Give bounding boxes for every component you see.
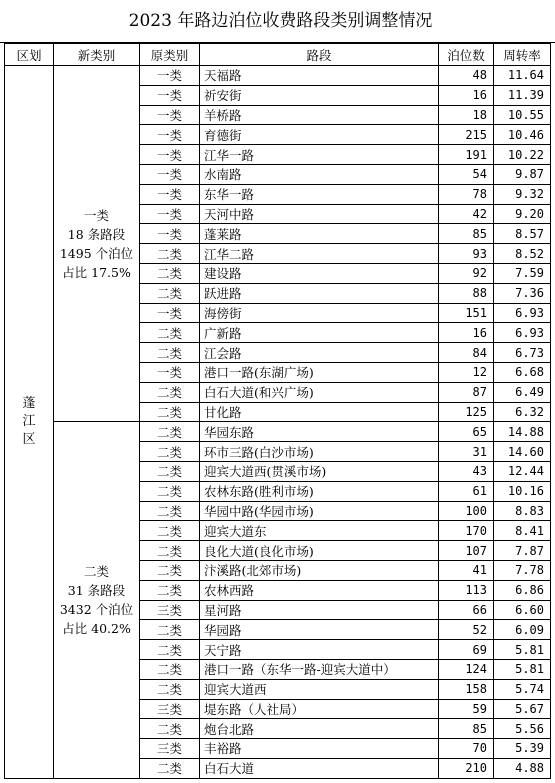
spots-cell: 69: [439, 640, 494, 660]
road-cell: 江会路: [200, 343, 439, 363]
new-category-line: 二类: [83, 564, 109, 580]
spots-cell: 54: [439, 164, 494, 184]
turnover-cell: 5.81: [494, 659, 551, 679]
road-cell: 甘化路: [200, 402, 439, 422]
turnover-cell: 10.46: [494, 125, 551, 145]
district-char: 蓬: [22, 395, 36, 411]
road-cell: 建设路: [200, 263, 439, 283]
spots-cell: 43: [439, 461, 494, 481]
road-cell: 蓬莱路: [200, 224, 439, 244]
turnover-cell: 11.39: [494, 85, 551, 105]
old-category-cell: 一类: [140, 184, 200, 204]
turnover-cell: 8.57: [494, 224, 551, 244]
spots-cell: 124: [439, 659, 494, 679]
turnover-cell: 5.67: [494, 699, 551, 719]
turnover-cell: 9.87: [494, 164, 551, 184]
spots-cell: 16: [439, 85, 494, 105]
road-cell: 汴溪路(北郊市场): [200, 560, 439, 580]
turnover-cell: 10.22: [494, 145, 551, 165]
road-cell: 天宁路: [200, 640, 439, 660]
old-category-cell: 一类: [140, 125, 200, 145]
new-category-line: 占比 17.5%: [62, 264, 131, 280]
road-cell: 迎宾大道东: [200, 521, 439, 541]
old-category-cell: 一类: [140, 66, 200, 86]
road-cell: 广新路: [200, 323, 439, 343]
spots-cell: 170: [439, 521, 494, 541]
turnover-cell: 4.88: [494, 758, 551, 778]
road-cell: 水南路: [200, 164, 439, 184]
road-cell: 华园中路(华园市场): [200, 501, 439, 521]
spots-cell: 85: [439, 719, 494, 739]
turnover-cell: 6.93: [494, 303, 551, 323]
road-cell: 白石大道(和兴广场): [200, 382, 439, 402]
spots-cell: 12: [439, 362, 494, 382]
spots-cell: 65: [439, 422, 494, 442]
spots-cell: 191: [439, 145, 494, 165]
road-cell: 港口一路(东湖广场): [200, 362, 439, 382]
old-category-cell: 二类: [140, 501, 200, 521]
road-cell: 农林西路: [200, 580, 439, 600]
turnover-cell: 9.32: [494, 184, 551, 204]
old-category-cell: 二类: [140, 481, 200, 501]
old-category-cell: 二类: [140, 422, 200, 442]
spots-cell: 85: [439, 224, 494, 244]
road-cell: 丰裕路: [200, 739, 439, 759]
old-category-cell: 二类: [140, 640, 200, 660]
road-cell: 迎宾大道西(贯溪市场): [200, 461, 439, 481]
spots-cell: 158: [439, 679, 494, 699]
turnover-cell: 8.41: [494, 521, 551, 541]
turnover-cell: 12.44: [494, 461, 551, 481]
turnover-cell: 10.16: [494, 481, 551, 501]
old-category-cell: 一类: [140, 145, 200, 165]
old-category-cell: 二类: [140, 323, 200, 343]
old-category-cell: 二类: [140, 343, 200, 363]
spots-cell: 31: [439, 442, 494, 462]
new-category-line: 一类: [83, 207, 109, 223]
turnover-cell: 8.83: [494, 501, 551, 521]
road-cell: 江华一路: [200, 145, 439, 165]
spots-cell: 100: [439, 501, 494, 521]
old-category-cell: 一类: [140, 204, 200, 224]
spots-cell: 18: [439, 105, 494, 125]
old-category-cell: 二类: [140, 719, 200, 739]
spots-cell: 78: [439, 184, 494, 204]
turnover-cell: 14.88: [494, 422, 551, 442]
road-cell: 天福路: [200, 66, 439, 86]
turnover-cell: 14.60: [494, 442, 551, 462]
spots-cell: 125: [439, 402, 494, 422]
road-cell: 江华二路: [200, 244, 439, 264]
spots-cell: 215: [439, 125, 494, 145]
new-category-cell: [54, 66, 140, 422]
spots-cell: 93: [439, 244, 494, 264]
turnover-cell: 5.39: [494, 739, 551, 759]
spots-cell: 16: [439, 323, 494, 343]
header-spots: 泊位数: [439, 44, 494, 66]
turnover-cell: 5.56: [494, 719, 551, 739]
table-body: [5, 66, 551, 779]
turnover-cell: 7.78: [494, 560, 551, 580]
road-cell: 农林东路(胜利市场): [200, 481, 439, 501]
spots-cell: 88: [439, 283, 494, 303]
header-road: 路段: [200, 44, 439, 66]
road-cell: 羊桥路: [200, 105, 439, 125]
turnover-cell: 6.49: [494, 382, 551, 402]
turnover-cell: 6.68: [494, 362, 551, 382]
new-category-line: 占比 40.2%: [62, 621, 131, 637]
road-cell: 炮台北路: [200, 719, 439, 739]
new-category-line: 31 条路段: [67, 583, 126, 599]
turnover-cell: 6.32: [494, 402, 551, 422]
district-cell: [5, 66, 54, 779]
spots-cell: 41: [439, 560, 494, 580]
turnover-cell: 8.52: [494, 244, 551, 264]
old-category-cell: 二类: [140, 521, 200, 541]
spots-cell: 61: [439, 481, 494, 501]
old-category-cell: 二类: [140, 620, 200, 640]
old-category-cell: 一类: [140, 85, 200, 105]
turnover-cell: 6.86: [494, 580, 551, 600]
turnover-cell: 6.09: [494, 620, 551, 640]
road-cell: 育德街: [200, 125, 439, 145]
road-cell: 港口一路（东华一路-迎宾大道中）: [200, 659, 439, 679]
spots-cell: 48: [439, 66, 494, 86]
old-category-cell: 二类: [140, 461, 200, 481]
district-char: 江: [22, 413, 36, 429]
old-category-cell: 三类: [140, 600, 200, 620]
district-char: 区: [22, 431, 36, 447]
header-row: [5, 44, 551, 66]
road-cell: 白石大道: [200, 758, 439, 778]
road-cell: 堤东路（人社局）: [200, 699, 439, 719]
spots-cell: 107: [439, 541, 494, 561]
road-cell: 华园东路: [200, 422, 439, 442]
old-category-cell: 二类: [140, 560, 200, 580]
road-cell: 东华一路: [200, 184, 439, 204]
old-category-cell: 一类: [140, 224, 200, 244]
old-category-cell: 一类: [140, 164, 200, 184]
old-category-cell: 二类: [140, 244, 200, 264]
old-category-cell: 一类: [140, 362, 200, 382]
spots-cell: 59: [439, 699, 494, 719]
old-category-cell: 二类: [140, 402, 200, 422]
old-category-cell: 二类: [140, 580, 200, 600]
spots-cell: 70: [439, 739, 494, 759]
road-cell: 星河路: [200, 600, 439, 620]
spots-cell: 92: [439, 263, 494, 283]
old-category-cell: 二类: [140, 382, 200, 402]
table-title: 2023 年路边泊位收费路段类别调整情况: [0, 0, 555, 43]
old-category-cell: 二类: [140, 679, 200, 699]
turnover-cell: 11.64: [494, 66, 551, 86]
road-cell: 天河中路: [200, 204, 439, 224]
road-cell: 良化大道(良化市场): [200, 541, 439, 561]
old-category-cell: 一类: [140, 105, 200, 125]
spots-cell: 52: [439, 620, 494, 640]
turnover-cell: 5.74: [494, 679, 551, 699]
new-category-line: 3432 个泊位: [59, 602, 134, 618]
turnover-cell: 10.55: [494, 105, 551, 125]
turnover-cell: 9.20: [494, 204, 551, 224]
road-cell: 华园路: [200, 620, 439, 640]
road-cell: 迎宾大道西: [200, 679, 439, 699]
new-category-line: 18 条路段: [67, 226, 126, 242]
header-turnover: 周转率: [494, 44, 551, 66]
old-category-cell: 三类: [140, 699, 200, 719]
spots-cell: 84: [439, 343, 494, 363]
spots-cell: 151: [439, 303, 494, 323]
old-category-cell: 二类: [140, 659, 200, 679]
old-category-cell: 三类: [140, 739, 200, 759]
road-cell: 跃进路: [200, 283, 439, 303]
turnover-cell: 6.93: [494, 323, 551, 343]
header-old-category: 原类别: [140, 44, 200, 66]
spots-cell: 210: [439, 758, 494, 778]
road-cell: 海傍街: [200, 303, 439, 323]
turnover-cell: 5.81: [494, 640, 551, 660]
table-row: [5, 422, 551, 442]
table-row: [5, 66, 551, 86]
road-cell: 环市三路(白沙市场): [200, 442, 439, 462]
header-new-category: 新类别: [54, 44, 140, 66]
old-category-cell: 二类: [140, 263, 200, 283]
spots-cell: 113: [439, 580, 494, 600]
road-cell: 祈安街: [200, 85, 439, 105]
parking-table: [4, 43, 551, 779]
spots-cell: 66: [439, 600, 494, 620]
turnover-cell: 7.87: [494, 541, 551, 561]
turnover-cell: 6.60: [494, 600, 551, 620]
new-category-line: 1495 个泊位: [59, 245, 134, 261]
turnover-cell: 6.73: [494, 343, 551, 363]
old-category-cell: 二类: [140, 541, 200, 561]
old-category-cell: 二类: [140, 442, 200, 462]
old-category-cell: 二类: [140, 758, 200, 778]
old-category-cell: 一类: [140, 303, 200, 323]
turnover-cell: 7.36: [494, 283, 551, 303]
header-district: 区划: [5, 44, 54, 66]
spots-cell: 42: [439, 204, 494, 224]
turnover-cell: 7.59: [494, 263, 551, 283]
old-category-cell: 二类: [140, 283, 200, 303]
spots-cell: 87: [439, 382, 494, 402]
new-category-cell: [54, 422, 140, 778]
